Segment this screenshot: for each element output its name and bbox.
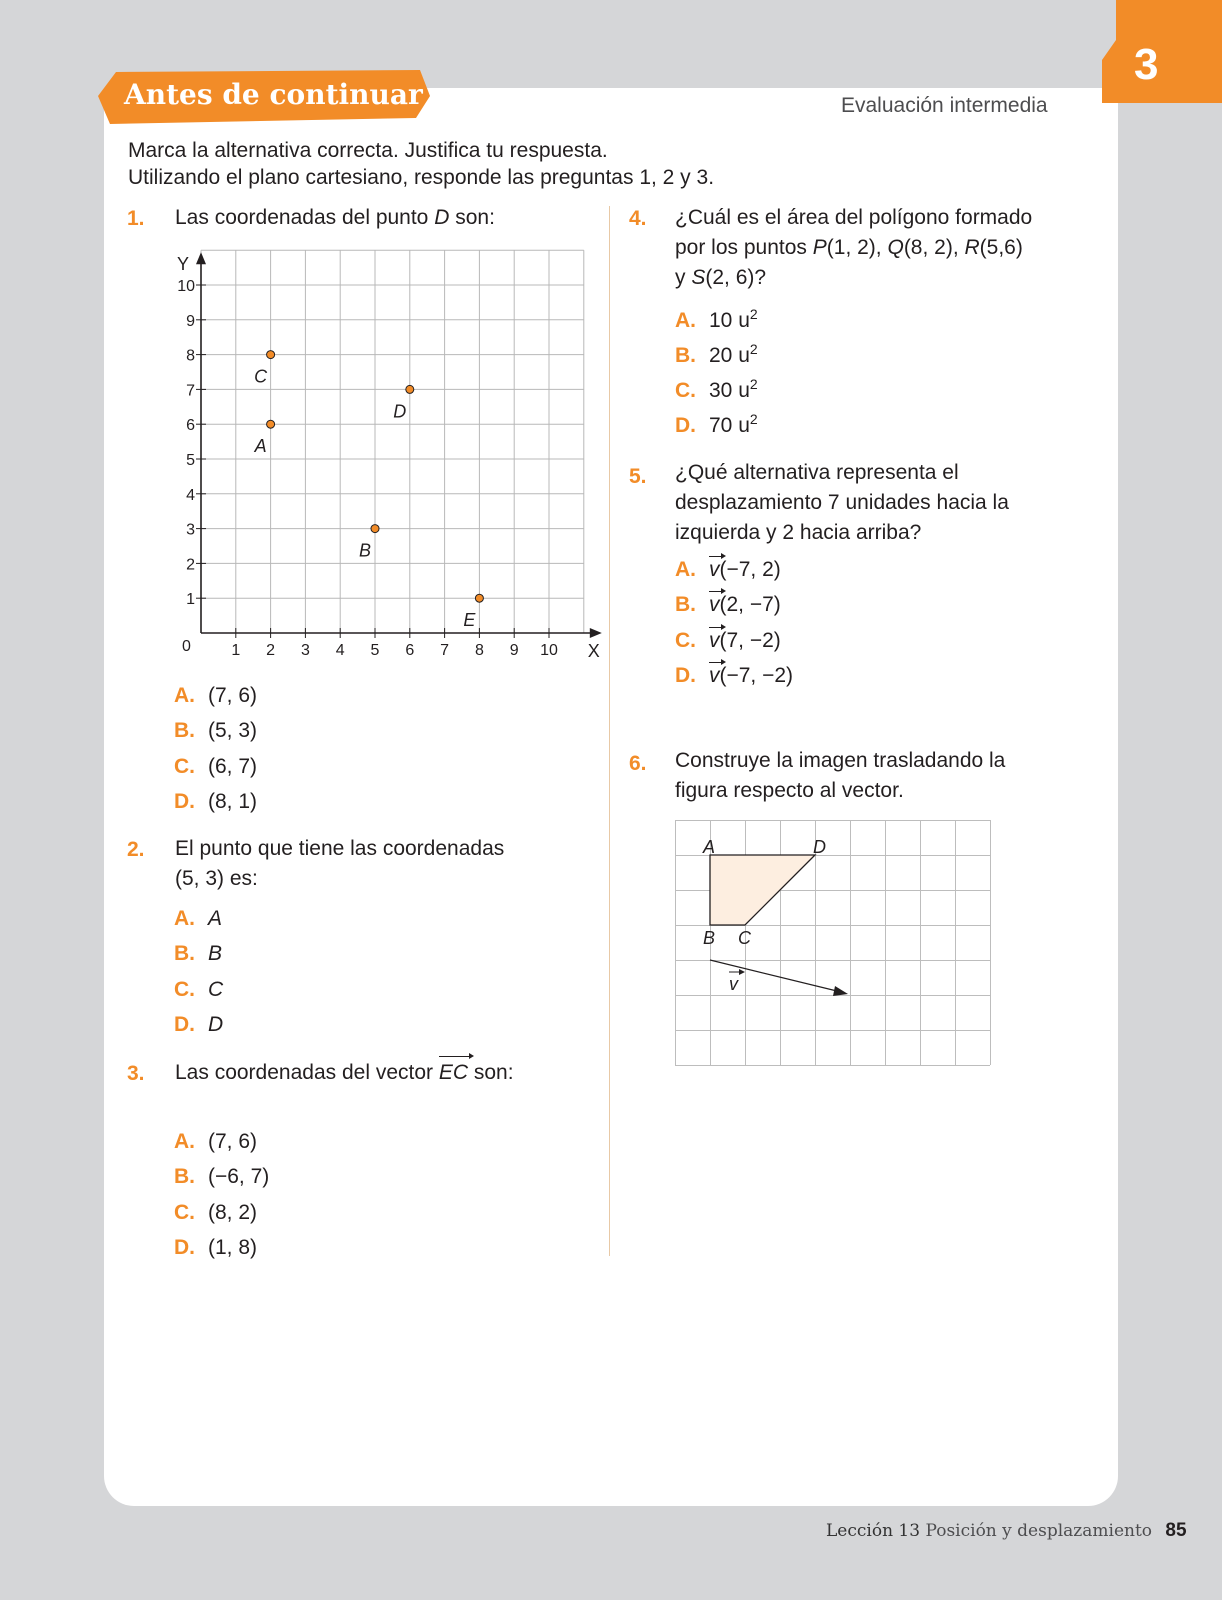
y-axis-label: Y bbox=[177, 254, 190, 275]
option-text: (2, −7) bbox=[719, 593, 781, 617]
origin-label: 0 bbox=[182, 638, 191, 655]
y-tick-label: 1 bbox=[186, 591, 195, 609]
x-tick-label: 1 bbox=[231, 642, 241, 659]
q1-option-1[interactable] bbox=[174, 719, 257, 743]
point-label-b: B bbox=[358, 540, 372, 561]
option-letter: C. bbox=[675, 379, 696, 402]
option-text: (−7, 2) bbox=[719, 558, 781, 581]
q5-option-2[interactable] bbox=[675, 629, 781, 653]
x-tick-label: 3 bbox=[300, 642, 310, 659]
figure-label-b: B bbox=[703, 928, 716, 948]
x-tick-label: 7 bbox=[440, 642, 450, 659]
chapter-tab bbox=[1102, 0, 1222, 108]
q5-option-1[interactable] bbox=[675, 593, 781, 617]
point-label-c: C bbox=[254, 366, 268, 387]
q2-option-1[interactable] bbox=[174, 942, 222, 966]
point-a bbox=[267, 420, 275, 428]
q3-option-0[interactable] bbox=[174, 1130, 257, 1154]
y-tick-label: 4 bbox=[186, 486, 195, 504]
q2-option-0[interactable] bbox=[174, 907, 222, 931]
footer-lesson: Lección 13 bbox=[826, 1521, 921, 1541]
q4-option-1[interactable] bbox=[675, 341, 758, 368]
y-tick-label: 9 bbox=[186, 312, 195, 330]
question-6-line-1: Construye la imagen trasladando la bbox=[675, 749, 1006, 772]
option-text: (7, 6) bbox=[208, 684, 258, 707]
page-number: 85 bbox=[1165, 1520, 1187, 1541]
plane-tick-labels bbox=[177, 278, 558, 659]
x-tick-label: 5 bbox=[370, 642, 380, 659]
section-title: Antes de continuar bbox=[124, 78, 423, 111]
option-letter: A. bbox=[174, 684, 195, 707]
y-tick-label: 5 bbox=[186, 452, 195, 469]
figure-label-a: A bbox=[703, 837, 716, 857]
q3-option-1[interactable] bbox=[174, 1165, 269, 1189]
option-text: (5, 3) bbox=[208, 719, 258, 743]
q1-option-0[interactable] bbox=[174, 684, 257, 708]
plane-points bbox=[254, 351, 484, 631]
question-5-number: 5. bbox=[629, 465, 647, 488]
x-tick-label: 6 bbox=[405, 642, 415, 659]
chapter-number: 3 bbox=[1134, 40, 1159, 89]
option-superscript: 2 bbox=[749, 341, 758, 357]
option-text: 10 u bbox=[709, 309, 750, 332]
option-letter: A. bbox=[675, 558, 696, 581]
option-text: B bbox=[208, 942, 223, 966]
option-text: A bbox=[208, 907, 223, 930]
option-letter: B. bbox=[174, 719, 195, 743]
question-6-number: 6. bbox=[629, 752, 647, 775]
option-letter: A. bbox=[174, 907, 195, 930]
q1-option-3[interactable] bbox=[174, 790, 257, 814]
question-4-line-2: por los puntos P(1, 2), Q(8, 2), R(5,6) bbox=[675, 236, 1023, 259]
x-tick-label: 2 bbox=[266, 642, 276, 659]
option-letter: D. bbox=[174, 1012, 195, 1036]
option-text: (8, 2) bbox=[208, 1200, 258, 1224]
option-text: (8, 1) bbox=[208, 789, 258, 813]
option-text: (6, 7) bbox=[208, 754, 258, 778]
question-1-number: 1. bbox=[127, 207, 145, 230]
option-letter: D. bbox=[675, 663, 696, 687]
question-3-text: Las coordenadas del vector EC son: bbox=[175, 1058, 514, 1088]
footer-title: Posición y desplazamiento bbox=[925, 1521, 1153, 1541]
option-text: (7, 6) bbox=[208, 1130, 258, 1153]
instruction-line-2: Utilizando el plano cartesiano, responde las preguntas 1, 2 y 3. bbox=[128, 166, 715, 189]
page-footer bbox=[826, 1520, 1187, 1542]
point-d bbox=[406, 385, 414, 393]
figure-label-c: C bbox=[738, 928, 751, 948]
q5-option-3[interactable] bbox=[675, 664, 793, 688]
point-b bbox=[371, 525, 379, 533]
question-5-line-2: desplazamiento 7 unidades hacia la bbox=[675, 491, 1009, 514]
x-tick-label: 8 bbox=[474, 642, 484, 659]
x-tick-label: 9 bbox=[509, 642, 519, 659]
option-text: C bbox=[208, 977, 224, 1001]
option-letter: C. bbox=[174, 754, 195, 778]
question-4-line-1: ¿Cuál es el área del polígono formado bbox=[675, 206, 1033, 229]
question-4-number: 4. bbox=[629, 207, 647, 230]
x-tick-label: 4 bbox=[335, 642, 345, 659]
point-c bbox=[267, 351, 275, 359]
translation-grid bbox=[675, 820, 993, 1066]
vector-v-symbol: v bbox=[709, 663, 720, 687]
option-text: 70 u bbox=[709, 414, 750, 437]
option-superscript: 2 bbox=[749, 411, 758, 427]
option-superscript: 2 bbox=[749, 306, 758, 322]
cartesian-plane bbox=[170, 244, 600, 664]
option-text: 30 u bbox=[709, 379, 750, 402]
option-letter: D. bbox=[174, 789, 195, 813]
figure-label-d: D bbox=[813, 837, 826, 857]
x-tick-label: 10 bbox=[540, 642, 558, 659]
x-axis-label: X bbox=[587, 641, 600, 661]
q1-option-2[interactable] bbox=[174, 755, 257, 779]
option-letter: A. bbox=[174, 1130, 195, 1153]
option-letter: C. bbox=[174, 1200, 195, 1224]
option-text: 20 u bbox=[709, 344, 750, 367]
option-letter: B. bbox=[675, 593, 696, 617]
q4-option-2[interactable] bbox=[675, 376, 758, 403]
y-tick-label: 8 bbox=[186, 347, 195, 365]
y-tick-label: 3 bbox=[186, 521, 195, 539]
instruction-line-1: Marca la alternativa correcta. Justifica tu respuesta. bbox=[128, 139, 608, 162]
q3-option-3[interactable] bbox=[174, 1236, 257, 1260]
question-1-text: Las coordenadas del punto D son: bbox=[175, 206, 495, 229]
option-letter: D. bbox=[174, 1235, 195, 1259]
q3-option-2[interactable] bbox=[174, 1201, 257, 1225]
vector-v-label: v bbox=[729, 974, 738, 994]
vector-ec: EC bbox=[439, 1058, 468, 1088]
question-5-line-3: izquierda y 2 hacia arriba? bbox=[675, 521, 922, 544]
q5-option-0[interactable] bbox=[675, 558, 781, 582]
question-2-number: 2. bbox=[127, 838, 145, 861]
point-label-a: A bbox=[254, 436, 267, 457]
option-letter: B. bbox=[675, 344, 696, 367]
option-text: D bbox=[208, 1012, 224, 1036]
option-letter: C. bbox=[675, 628, 696, 652]
point-e bbox=[475, 594, 483, 602]
point-label-e: E bbox=[463, 610, 476, 631]
option-text: (7, −2) bbox=[719, 628, 781, 652]
question-6-line-2: figura respecto al vector. bbox=[675, 779, 904, 802]
q4-option-3[interactable] bbox=[675, 411, 758, 438]
vector-v-arrowhead bbox=[833, 986, 848, 996]
vector-v-symbol: v bbox=[709, 558, 720, 581]
q2-option-3[interactable] bbox=[174, 1013, 223, 1037]
option-text: (−6, 7) bbox=[208, 1165, 270, 1189]
option-letter: B. bbox=[174, 1165, 195, 1189]
question-2-line-2: (5, 3) es: bbox=[175, 867, 258, 890]
option-text: (−7, −2) bbox=[719, 663, 794, 687]
y-axis-arrowhead bbox=[196, 252, 206, 264]
option-text: (1, 8) bbox=[208, 1235, 258, 1259]
q4-option-0[interactable] bbox=[675, 306, 758, 333]
question-5-line-1: ¿Qué alternativa representa el bbox=[675, 461, 959, 484]
option-letter: D. bbox=[675, 414, 696, 437]
point-label-d: D bbox=[393, 401, 407, 422]
option-superscript: 2 bbox=[749, 376, 758, 392]
q2-option-2[interactable] bbox=[174, 978, 223, 1002]
question-3-number: 3. bbox=[127, 1062, 145, 1085]
vector-v-symbol: v bbox=[709, 628, 720, 652]
vector-v-label-arrowhead bbox=[739, 969, 745, 975]
question-2-line-1: El punto que tiene las coordenadas bbox=[175, 837, 505, 860]
option-letter: C. bbox=[174, 977, 195, 1001]
column-divider bbox=[609, 206, 610, 1256]
y-tick-label: 6 bbox=[186, 417, 195, 435]
option-letter: A. bbox=[675, 309, 696, 332]
y-tick-label: 2 bbox=[186, 556, 195, 574]
y-tick-label: 7 bbox=[186, 382, 195, 400]
y-tick-label: 10 bbox=[177, 278, 195, 295]
question-4-line-3: y S(2, 6)? bbox=[675, 266, 767, 289]
option-letter: B. bbox=[174, 942, 195, 966]
evaluation-label: Evaluación intermedia bbox=[841, 94, 1048, 117]
vector-v-symbol: v bbox=[709, 593, 720, 617]
